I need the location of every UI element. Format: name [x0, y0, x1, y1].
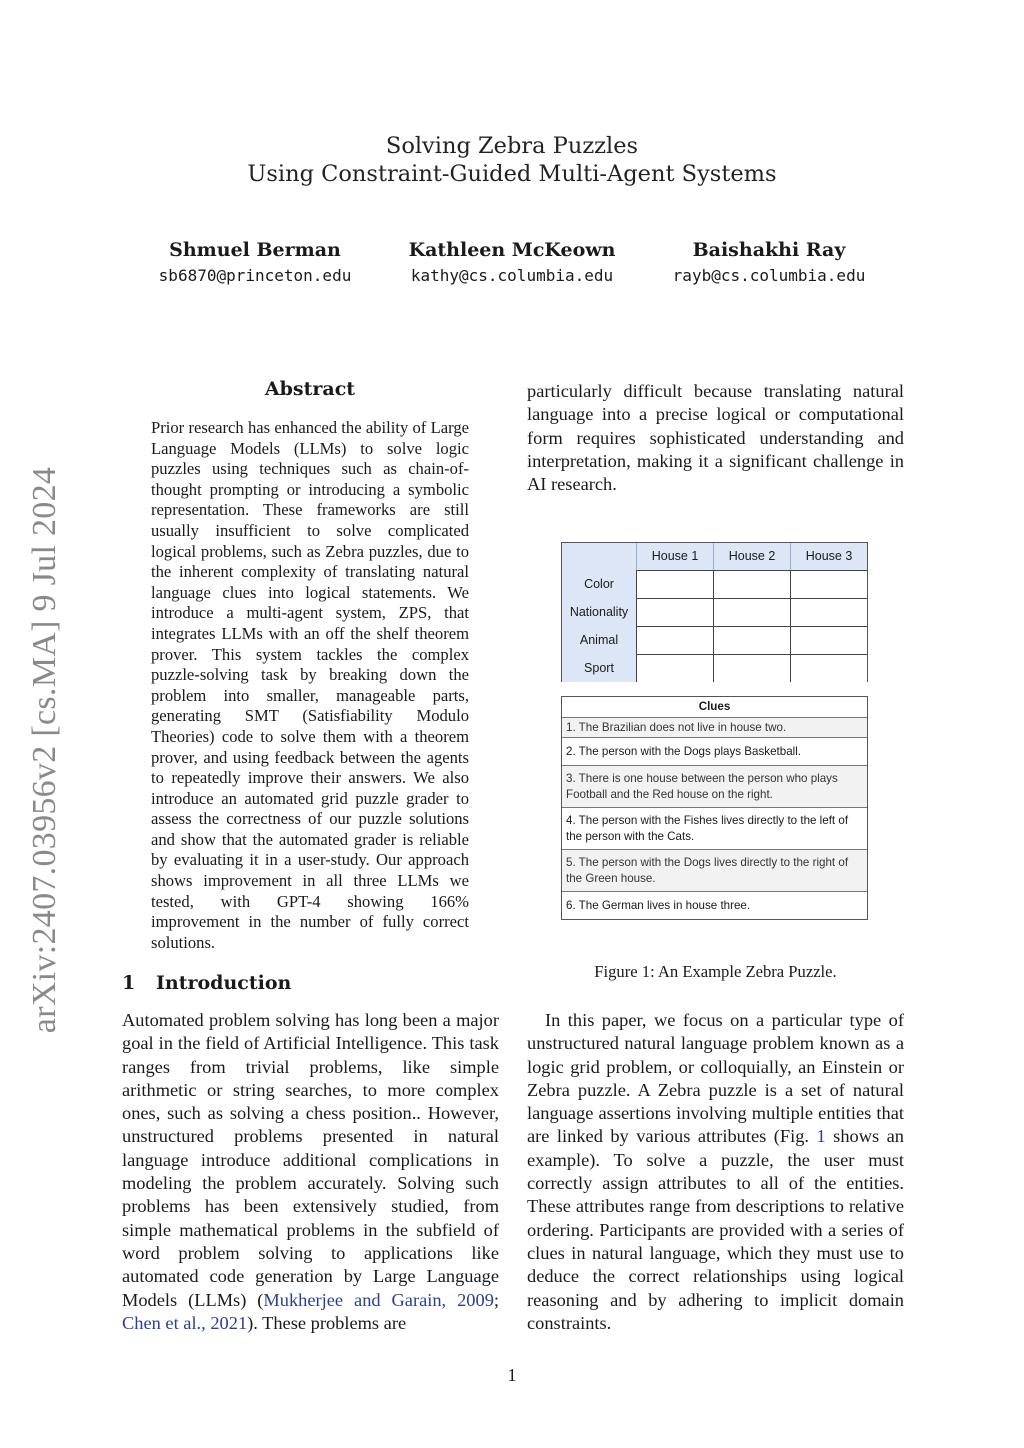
clue-item: 4. The person with the Fishes lives directly to the left of the person with the Cats. — [562, 808, 867, 850]
section-heading — [122, 972, 291, 994]
grid-house-header: House 1 — [636, 543, 713, 570]
page-number: 1 — [507, 1365, 517, 1385]
title-line-1: Solving Zebra Puzzles — [385, 133, 639, 159]
author-name: Kathleen McKeown — [408, 239, 616, 261]
grid-attribute-label: Sport — [562, 654, 636, 682]
figure-reference-link[interactable]: 1 — [816, 1126, 826, 1147]
right-column-paragraph-2 — [527, 1009, 904, 1335]
grid-corner — [562, 543, 636, 570]
clues-box — [561, 696, 868, 920]
citation-separator: ; — [493, 1289, 500, 1310]
intro-text-end: ). These problems are — [247, 1312, 407, 1333]
grid-cell[interactable] — [636, 654, 713, 682]
grid-attribute-label: Animal — [562, 626, 636, 654]
paragraph-text: In this paper, we focus on a particular type of unstructured natural language problem known as a logic grid problem, or colloquially, an Einstein or Zebra puzzle. A Zebra puzzle is a set of natural language assertions involving multiple entities that are linked by various attributes (Fig. — [527, 1010, 904, 1147]
paragraph-text-end: shows an example). To solve a puzzle, the user must correctly assign attributes to all of the entities. These attributes range from descriptions to relative ordering. Participants are provided with a series of clues in natural language, which they must use to deduce the correct relationships using logical reasoning and by adhering to implicit domain constraints. — [527, 1126, 904, 1333]
author-name: Shmuel Berman — [169, 239, 341, 261]
grid-cell[interactable] — [713, 626, 790, 654]
grid-cell[interactable] — [713, 654, 790, 682]
author-name: Baishakhi Ray — [692, 239, 846, 261]
grid-cell[interactable] — [713, 570, 790, 598]
title-line-2: Using Constraint-Guided Multi-Agent Systems — [247, 161, 777, 187]
author-1 — [125, 238, 385, 288]
section-number: 1 — [122, 972, 136, 994]
grid-cell[interactable] — [636, 570, 713, 598]
grid-house-header: House 2 — [713, 543, 790, 570]
grid-cell[interactable] — [790, 570, 867, 598]
intro-paragraph — [122, 1009, 499, 1335]
grid-cell[interactable] — [790, 626, 867, 654]
grid-cell[interactable] — [636, 626, 713, 654]
citation-link[interactable]: Chen et al., 2021 — [122, 1312, 248, 1333]
abstract-heading: Abstract — [264, 378, 356, 400]
zebra-grid — [561, 542, 868, 682]
grid-cell[interactable] — [713, 598, 790, 626]
clues-heading: Clues — [562, 697, 867, 718]
intro-text: Automated problem solving has long been a major goal in the field of Artificial Intelligence. This task ranges from trivial problems, like simple arithmetic or string searches, to more complex ones, such as solving a chess position.. However, unstructured problems presented in natural language introduce additional complications in modeling the problem accurately. Solving such problems has been extensively studied, from simple mathematical problems in the subfield of word problem solving to applications like automated code generation by Large Language Models (LLMs) ( — [122, 1010, 499, 1310]
clue-item: 2. The person with the Dogs plays Basketball. — [562, 738, 867, 766]
grid-cell[interactable] — [636, 598, 713, 626]
grid-house-header: House 3 — [790, 543, 867, 570]
arxiv-watermark: arXiv:2407.03956v2 [cs.MA] 9 Jul 2024 — [26, 466, 63, 1034]
clue-item: 3. There is one house between the person who plays Football and the Red house on the right. — [562, 766, 867, 808]
grid-attribute-label: Color — [562, 570, 636, 598]
clue-item: 6. The German lives in house three. — [566, 898, 751, 912]
abstract-text: Prior research has enhanced the ability of Large Language Models (LLMs) to solve logic puzzles using techniques such as chain-of-thought prompting or introducing a symbolic representation. These frameworks are still usually insufficient to solve complicated logical problems, such as Zebra puzzles, due to the inherent complexity of translating natural language clues into logical statements. We introduce a multi-agent system, ZPS, that integrates LLMs with an off the shelf theorem prover. This system tackles the complex puzzle-solving task by breaking down the problem into smaller, manageable parts, generating SMT (Satisfiability Modulo Theories) code to solve them with a theorem prover, and using feedback between the agents to repeatedly improve their answers. We also introduce an automated grid puzzle grader to assess the correctness of our puzzle solutions and show that the automated grader is reliable by evaluating it in a user-study. Our approach shows improvement in all three LLMs we tested, with GPT-4 showing 166% improvement in the number of fully correct solutions. — [151, 418, 469, 952]
clue-item: 1. The Brazilian does not live in house two. — [562, 718, 867, 738]
clue-item: 5. The person with the Dogs lives directly to the right of the Green house. — [562, 850, 867, 892]
author-2 — [382, 238, 642, 288]
author-email[interactable]: rayb@cs.columbia.edu — [672, 266, 866, 285]
grid-cell[interactable] — [790, 598, 867, 626]
paper-title — [0, 132, 1024, 188]
figure-caption: Figure 1: An Example Zebra Puzzle. — [594, 962, 837, 981]
section-title: Introduction — [156, 972, 292, 994]
right-column-paragraph: particularly difficult because translating natural language into a precise logical or computational form requires sophisticated understanding and interpretation, making it a significant challenge in AI research. — [527, 381, 904, 495]
citation-link[interactable]: Mukherjee and Garain, 2009 — [263, 1289, 494, 1310]
author-email[interactable]: sb6870@princeton.edu — [158, 266, 352, 285]
author-email[interactable]: kathy@cs.columbia.edu — [410, 266, 614, 285]
author-3 — [639, 238, 899, 288]
grid-cell[interactable] — [790, 654, 867, 682]
grid-attribute-label: Nationality — [562, 598, 636, 626]
